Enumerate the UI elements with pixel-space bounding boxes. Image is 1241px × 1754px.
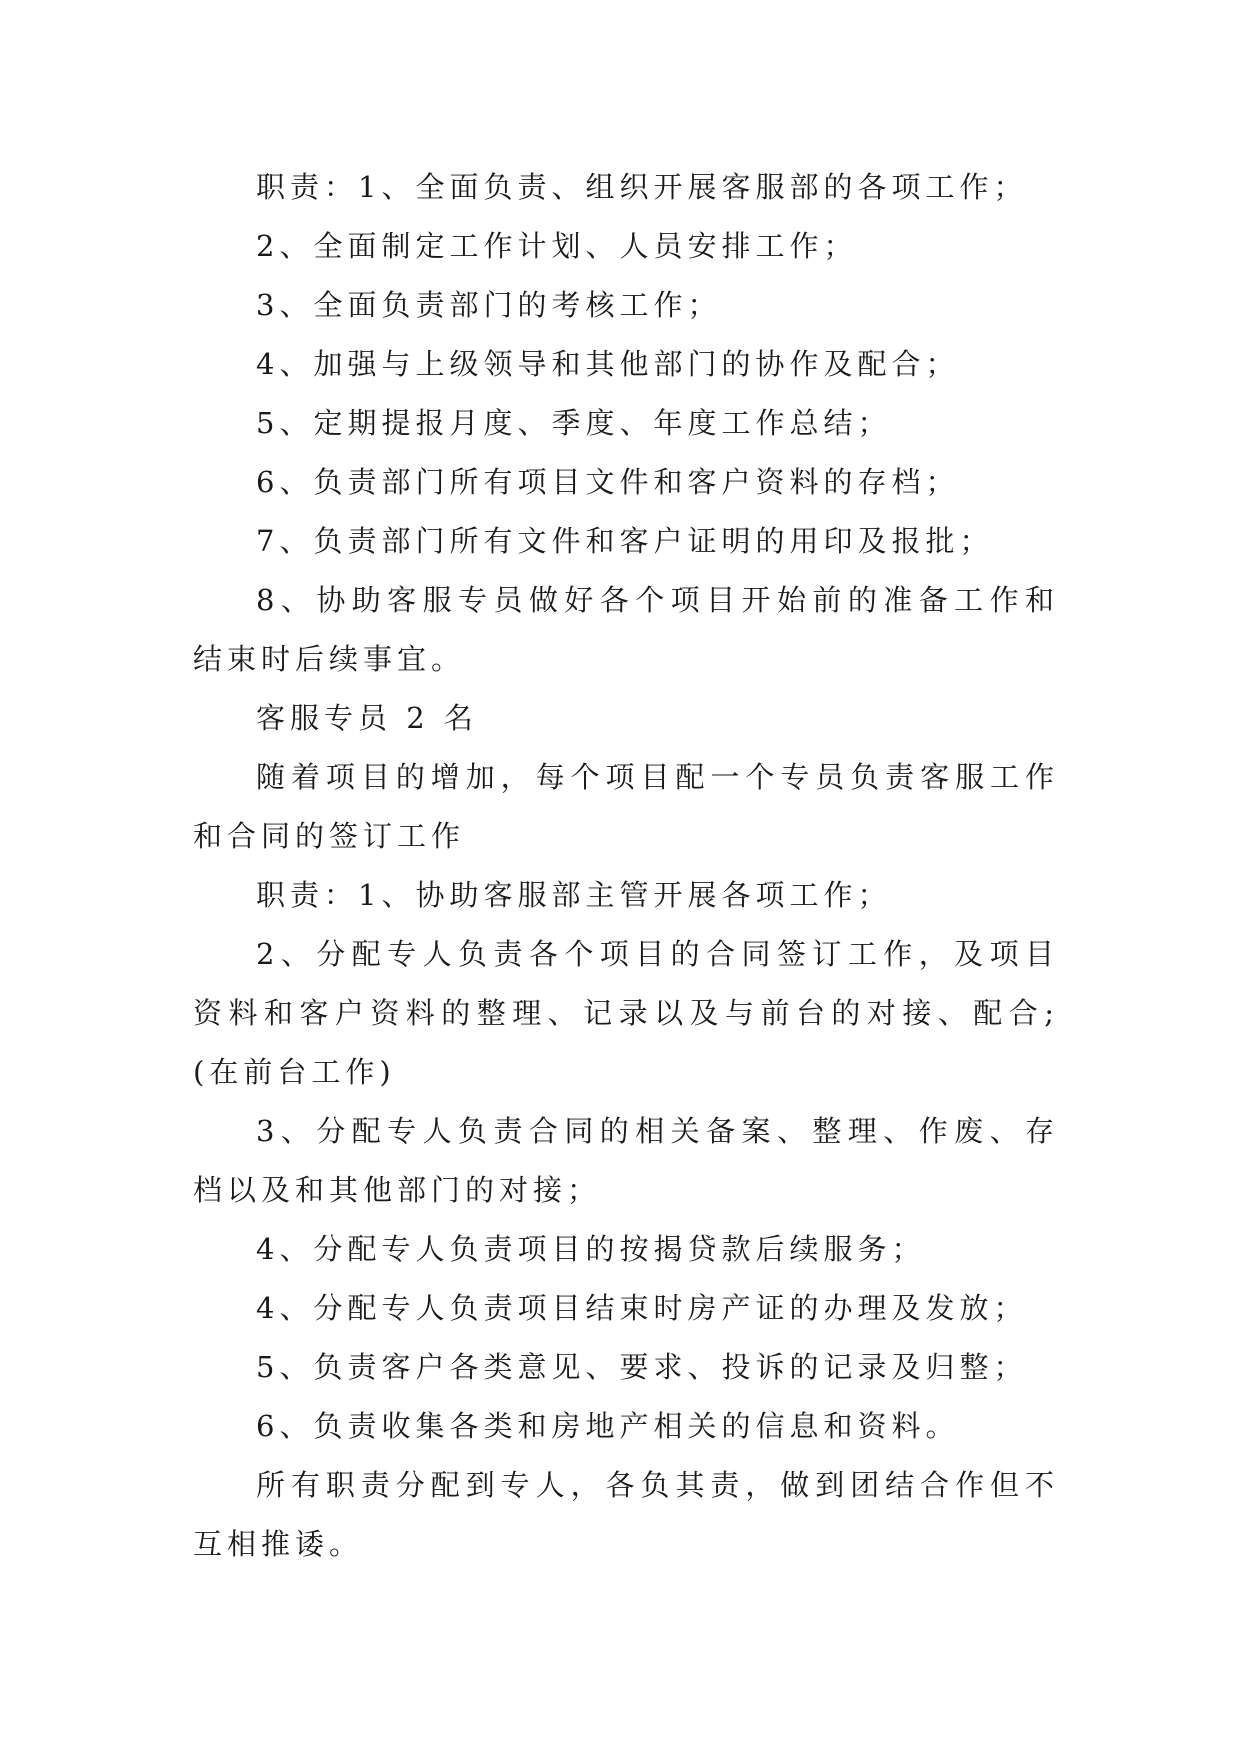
paragraph-specialist-duty-4a: 4、分配专人负责项目的按揭贷款后续服务；: [256, 1232, 926, 1266]
document-body: [193, 158, 1059, 1574]
paragraph-duty-1: 职责：1、全面负责、组织开展客服部的各项工作；: [256, 170, 1028, 204]
paragraph-duty-3: 3、全面负责部门的考核工作；: [256, 288, 722, 322]
paragraph-duty-5: 5、定期提报月度、季度、年度工作总结；: [256, 406, 892, 440]
paragraph-duty-8: 8、协助客服专员做好各个项目开始前的准备工作和结束时后续事宜。: [193, 583, 1059, 676]
paragraph-specialist-duty-5: 5、负责客户各类意见、要求、投诉的记录及归整；: [256, 1350, 1028, 1384]
paragraph-specialist-intro: 随着项目的增加，每个项目配一个专员负责客服工作和合同的签订工作: [193, 760, 1059, 853]
paragraph-duty-6: 6、负责部门所有项目文件和客户资料的存档；: [256, 465, 960, 499]
paragraph-specialist-duty-1: 职责：1、协助客服部主管开展各项工作；: [256, 878, 892, 912]
paragraph-specialist-duty-2: 2、分配专人负责各个项目的合同签订工作，及项目资料和客户资料的整理、记录以及与前台的对接、配合;(在前台工作): [193, 937, 1059, 1089]
paragraph-conclusion: 所有职责分配到专人，各负其责，做到团结合作但不互相推诿。: [193, 1468, 1059, 1561]
section-heading-specialists: 客服专员 2 名: [256, 701, 478, 735]
paragraph-duty-2: 2、全面制定工作计划、人员安排工作；: [256, 229, 858, 263]
paragraph-duty-7: 7、负责部门所有文件和客户证明的用印及报批；: [256, 524, 994, 558]
paragraph-specialist-duty-3: 3、分配专人负责合同的相关备案、整理、作废、存档以及和其他部门的对接；: [193, 1114, 1059, 1207]
paragraph-specialist-duty-6: 6、负责收集各类和房地产相关的信息和资料。: [256, 1409, 960, 1443]
paragraph-duty-4: 4、加强与上级领导和其他部门的协作及配合；: [256, 347, 960, 381]
paragraph-specialist-duty-4b: 4、分配专人负责项目结束时房产证的办理及发放；: [256, 1291, 1028, 1325]
